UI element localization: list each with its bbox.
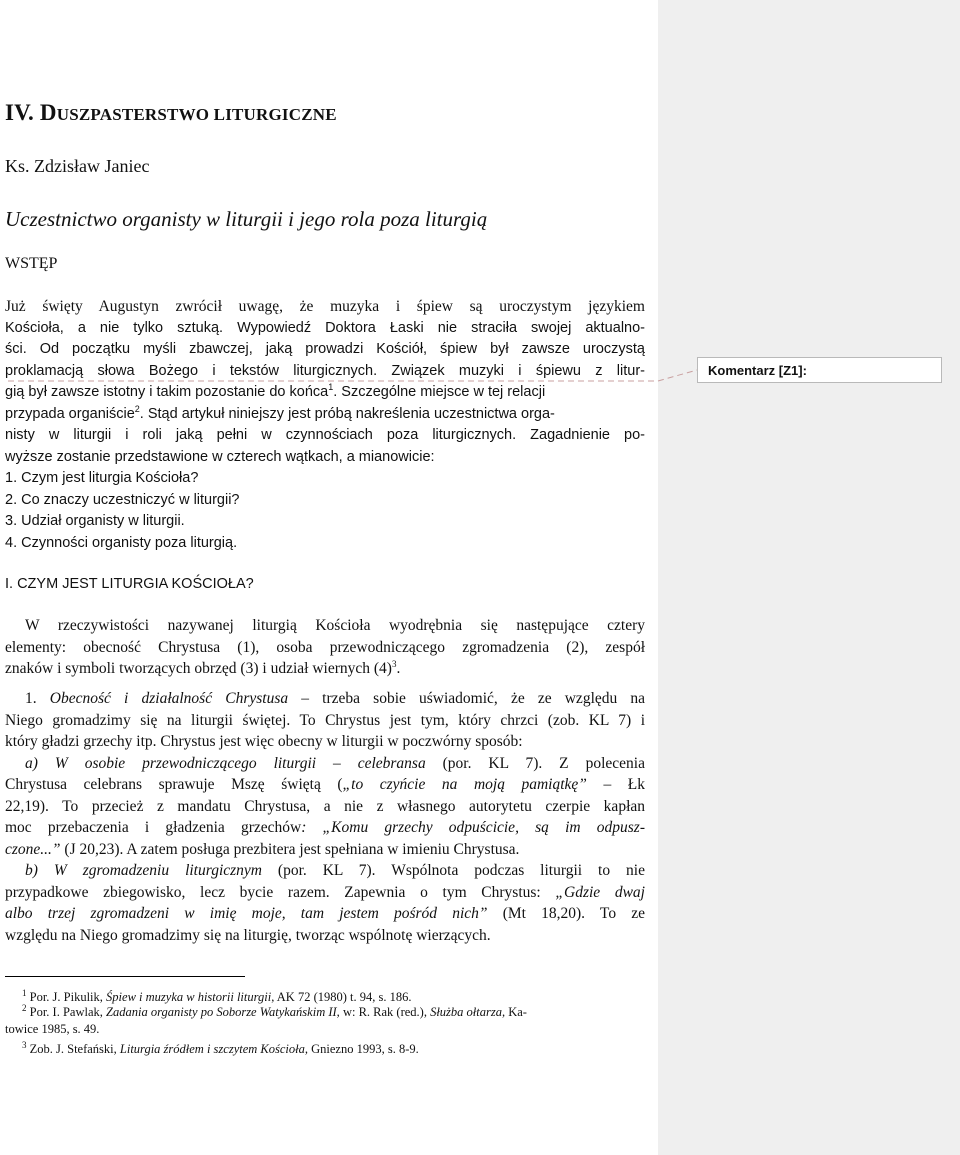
- list-item: 2. Co znaczy uczestniczyć w liturgii?: [5, 491, 240, 508]
- list-item: 1. Czym jest liturgia Kościoła?: [5, 470, 199, 486]
- comment-balloon[interactable]: [697, 357, 942, 383]
- paragraph-presence: 1. Obecność i działalność Chrystusa – trzeba sobie uświadomić, że ze względu na Niego gromadzimy się na liturgii świętej. To Chrystus jest tym, który chrzci (zob. KL 7) i który gładzi grzechy itp. Chrystus jest więc obecny w liturgii w poczwórny sposób: a) W osobie przewodniczącego liturgii – celebransa (por. KL 7). Z polecenia Chrystusa celebrans sprawuje Mszę świętą („to czyńcie na moją pamiątkę” – Łk 22,19). To przecież z mandatu Chrystusa, a nie z własnego autorytetu czerpie kapłan moc przebaczenia i gładzenia grzechów: „Komu grzechy odpuścicie, są im odpusz- czone...” (J 20,23). A zatem posługa prezbitera jest spełniana w imieniu Chrystusa. b) W zgromadzeniu liturgicznym (por. KL 7). Wspólnota podczas liturgii to nie przypadkowe zbiegowisko, lecz bycie razem. Zapewnia o tym Chrystus: „Gdzie dwaj albo trzej zgromadzeni w imię moje, tam jestem pośród nich” (Mt 18,20). To ze względu na Niego gromadzimy się na liturgię, tworząc wspólnotę wierzących.: [5, 690, 646, 944]
- footnote-2: $^2$ Por. I. Pawlak, Zadania organisty po Soborze Watykańskim II, w: R. Rak (red.), Służba ołtarza, Ka-: [22, 1002, 527, 1019]
- paragraph-elements: W rzeczywistości nazywanej liturgią Kościoła wyodrębnia się następujące cztery elementy: obecność Chrystusa (1), osoba przewodniczącego zgromadzenia (2), zespół znaków i symboli tworzących obrzęd (3) i udział wiernych $(4)^3$.: [5, 617, 645, 677]
- section-heading: I. CZYM JEST LITURGIA KOŚCIOŁA?: [5, 576, 254, 592]
- footnote-2-cont: towice 1985, s. 49.: [5, 1022, 100, 1036]
- list-item: 4. Czynności organisty poza liturgią.: [5, 534, 238, 551]
- topic-list: [5, 468, 645, 554]
- comment-margin-pane: [658, 0, 960, 1155]
- footnote-separator: [5, 976, 245, 977]
- intro-heading: WSTĘP: [5, 255, 58, 272]
- author-line: Ks. Zdzisław Janiec: [5, 156, 150, 176]
- list-item: 3. Udział organisty w liturgii.: [5, 513, 185, 529]
- article-title: Uczestnictwo organisty w liturgii i jego rola poza liturgią: [5, 207, 488, 231]
- footnote-ref[interactable]: 1: [328, 382, 334, 393]
- comment-label: Komentarz [Z1]:: [708, 363, 807, 378]
- intro-paragraph: Już święty Augustyn zwrócił uwagę, że muzyka i śpiew są uroczystym językiem Kościoła, a nie tylko sztuką. Wypowiedź Doktora Łaski nie straciła swojej aktualno- ści. Od początku myśli zbawczej, jaką prowadzi Kościół, śpiew był zawsze uroczystą proklamacją słowa Bożego i tekstów liturgicznych. Związek muzyki i śpiewu z litur- gią był zawsze istotny i takim pozostanie do końca$^1$. Szczególne miejsce w tej relacji przypada organiście$^2$. Stąd artykuł niniejszy jest próbą nakreślenia uczestnictwa orga- nisty w liturgii i roli jaką pełni w czynnościach poza liturgicznych. Zagadnienie po- wyższe zostanie przedstawione w czterech wątkach, a mianowicie:: [5, 298, 645, 465]
- footnote-3: $^3$ Zob. J. Stefański, Liturgia źródłem i szczytem Kościoła, Gniezno 1993, s. 8-9.: [22, 1039, 419, 1056]
- footnote-ref[interactable]: 2: [134, 403, 140, 414]
- footnote-1: $^1$ Por. J. Pikulik, Śpiew i muzyka w historii liturgii, AK 72 (1980) t. 94, s. 186.: [22, 987, 412, 1004]
- footnote-ref[interactable]: 3: [391, 658, 397, 669]
- chapter-heading: IV. DUSZPASTERSTWO LITURGICZNE: [5, 100, 337, 125]
